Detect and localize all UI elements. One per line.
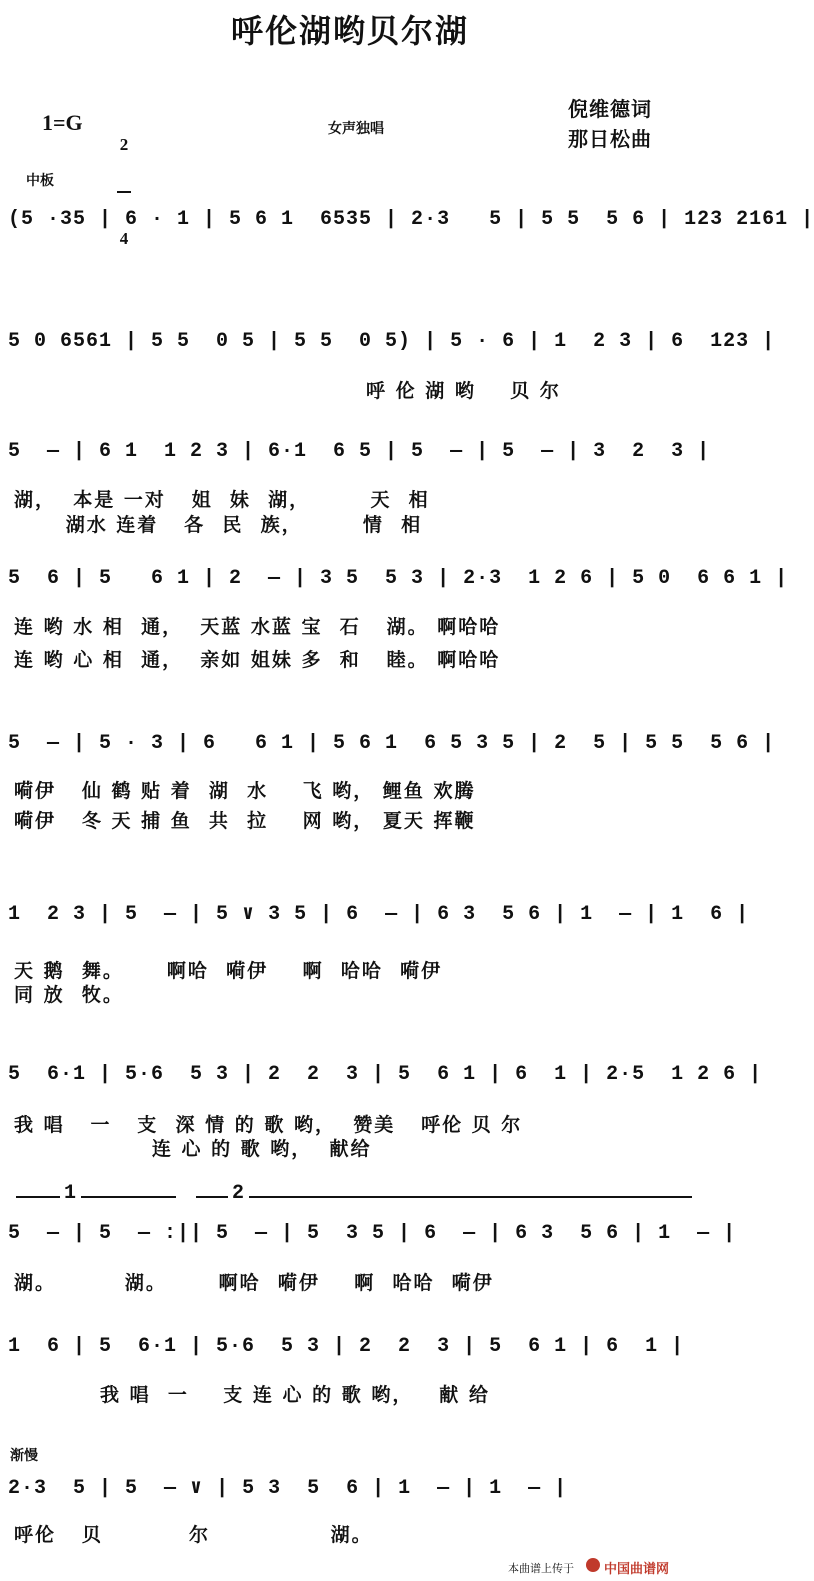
lyric-row-2: 呼 伦 湖 哟 贝 尔 bbox=[366, 380, 561, 402]
footer-upload-note: 本曲谱上传于 bbox=[508, 1562, 574, 1575]
performance-type: 女声独唱 bbox=[328, 121, 384, 137]
key-signature: 1=G bbox=[42, 110, 83, 135]
notation-row-5: 5 — | 5 · 3 | 6 6 1 | 5 6 1 6 5 3 5 | 2 5 | 5 5 5 6 | bbox=[8, 732, 776, 755]
volta-2-bracket bbox=[196, 1196, 692, 1198]
song-title: 呼伦湖哟贝尔湖 bbox=[230, 12, 469, 50]
notation-row-9: 1 6 | 5 6·1 | 5·6 5 3 | 2 2 3 | 5 6 1 | 6 1 | bbox=[8, 1335, 685, 1358]
lyricist-credit: 倪维德词 bbox=[568, 97, 652, 121]
lyric-row-3-verse-2: 湖水 连着 各 民 族， 情 相 bbox=[14, 514, 423, 536]
notation-row-2: 5 0 6561 | 5 5 0 5 | 5 5 0 5) | 5 · 6 | 1 2 3 | 6 123 | bbox=[8, 330, 776, 353]
lyric-row-5-verse-2: 嗬伊 冬 天 捕 鱼 共 拉 网 哟， 夏天 挥鞭 bbox=[14, 810, 476, 832]
notation-row-7: 5 6·1 | 5·6 5 3 | 2 2 3 | 5 6 1 | 6 1 | 2·5 1 2 6 | bbox=[8, 1063, 763, 1086]
notation-row-4: 5 6 | 5 6 1 | 2 — | 3 5 5 3 | 2·3 1 2 6 | 5 0 6 6 1 | bbox=[8, 567, 789, 590]
composer-credit: 那日松曲 bbox=[568, 127, 652, 151]
volta-1-label: 1 bbox=[60, 1182, 81, 1205]
lyric-row-7-verse-2: 连 心 的 歌 哟， 献给 bbox=[14, 1138, 372, 1160]
lyric-row-5-verse-1: 嗬伊 仙 鹤 贴 着 湖 水 飞 哟， 鲤鱼 欢腾 bbox=[14, 780, 476, 802]
time-signature-top: 2 bbox=[119, 135, 129, 154]
notation-row-3: 5 — | 6 1 1 2 3 | 6·1 6 5 | 5 — | 5 — | 3 2 3 | bbox=[8, 440, 711, 463]
lyric-row-3-verse-1: 湖， 本是 一对 姐 妹 湖， 天 相 bbox=[14, 489, 430, 511]
lyric-row-7-verse-1: 我 唱 一 支 深 情 的 歌 哟， 赞美 呼伦 贝 尔 bbox=[14, 1114, 523, 1136]
lyric-row-6-verse-1: 天 鹅 舞。 啊哈 嗬伊 啊 哈哈 嗬伊 bbox=[14, 960, 443, 982]
site-logo-icon bbox=[586, 1558, 600, 1572]
tempo-marking: 中板 bbox=[26, 173, 54, 189]
lyric-row-4-verse-2: 连 哟 心 相 通， 亲如 姐妹 多 和 睦。 啊哈哈 bbox=[14, 649, 501, 671]
volta-1-bracket bbox=[16, 1196, 176, 1198]
volta-2-label: 2 bbox=[228, 1182, 249, 1205]
notation-row-8: 5 — | 5 — :|| 5 — | 5 3 5 | 6 — | 6 3 5 6 | 1 — | bbox=[8, 1222, 737, 1245]
lyric-row-9: 我 唱 一 支 连 心 的 歌 哟， 献 给 bbox=[100, 1384, 490, 1406]
lyric-row-4-verse-1: 连 哟 水 相 通， 天蓝 水蓝 宝 石 湖。 啊哈哈 bbox=[14, 616, 501, 638]
footer-site-name[interactable]: 中国曲谱网 bbox=[604, 1562, 670, 1577]
notation-row-1: (5 ·35 | 6 · 1 | 5 6 1 6535 | 2·3 5 | 5 5 5 6 | 123 2161 | bbox=[8, 208, 814, 231]
time-signature bbox=[117, 100, 131, 266]
time-signature-bottom: 4 bbox=[119, 229, 129, 248]
lyric-row-8: 湖。 湖。 啊哈 嗬伊 啊 哈哈 嗬伊 bbox=[14, 1272, 494, 1294]
lyric-row-6-verse-2: 同 放 牧。 bbox=[14, 984, 124, 1006]
time-signature-line bbox=[117, 191, 131, 193]
notation-row-6: 1 2 3 | 5 — | 5 ∨ 3 5 | 6 — | 6 3 5 6 | 1 — | 1 6 | bbox=[8, 903, 750, 926]
tempo-slowdown-marking: 渐慢 bbox=[10, 1448, 38, 1464]
lyric-row-10: 呼伦 贝 尔 湖。 bbox=[14, 1524, 373, 1546]
notation-row-10: 2·3 5 | 5 — ∨ | 5 3 5 6 | 1 — | 1 — | bbox=[8, 1477, 568, 1500]
